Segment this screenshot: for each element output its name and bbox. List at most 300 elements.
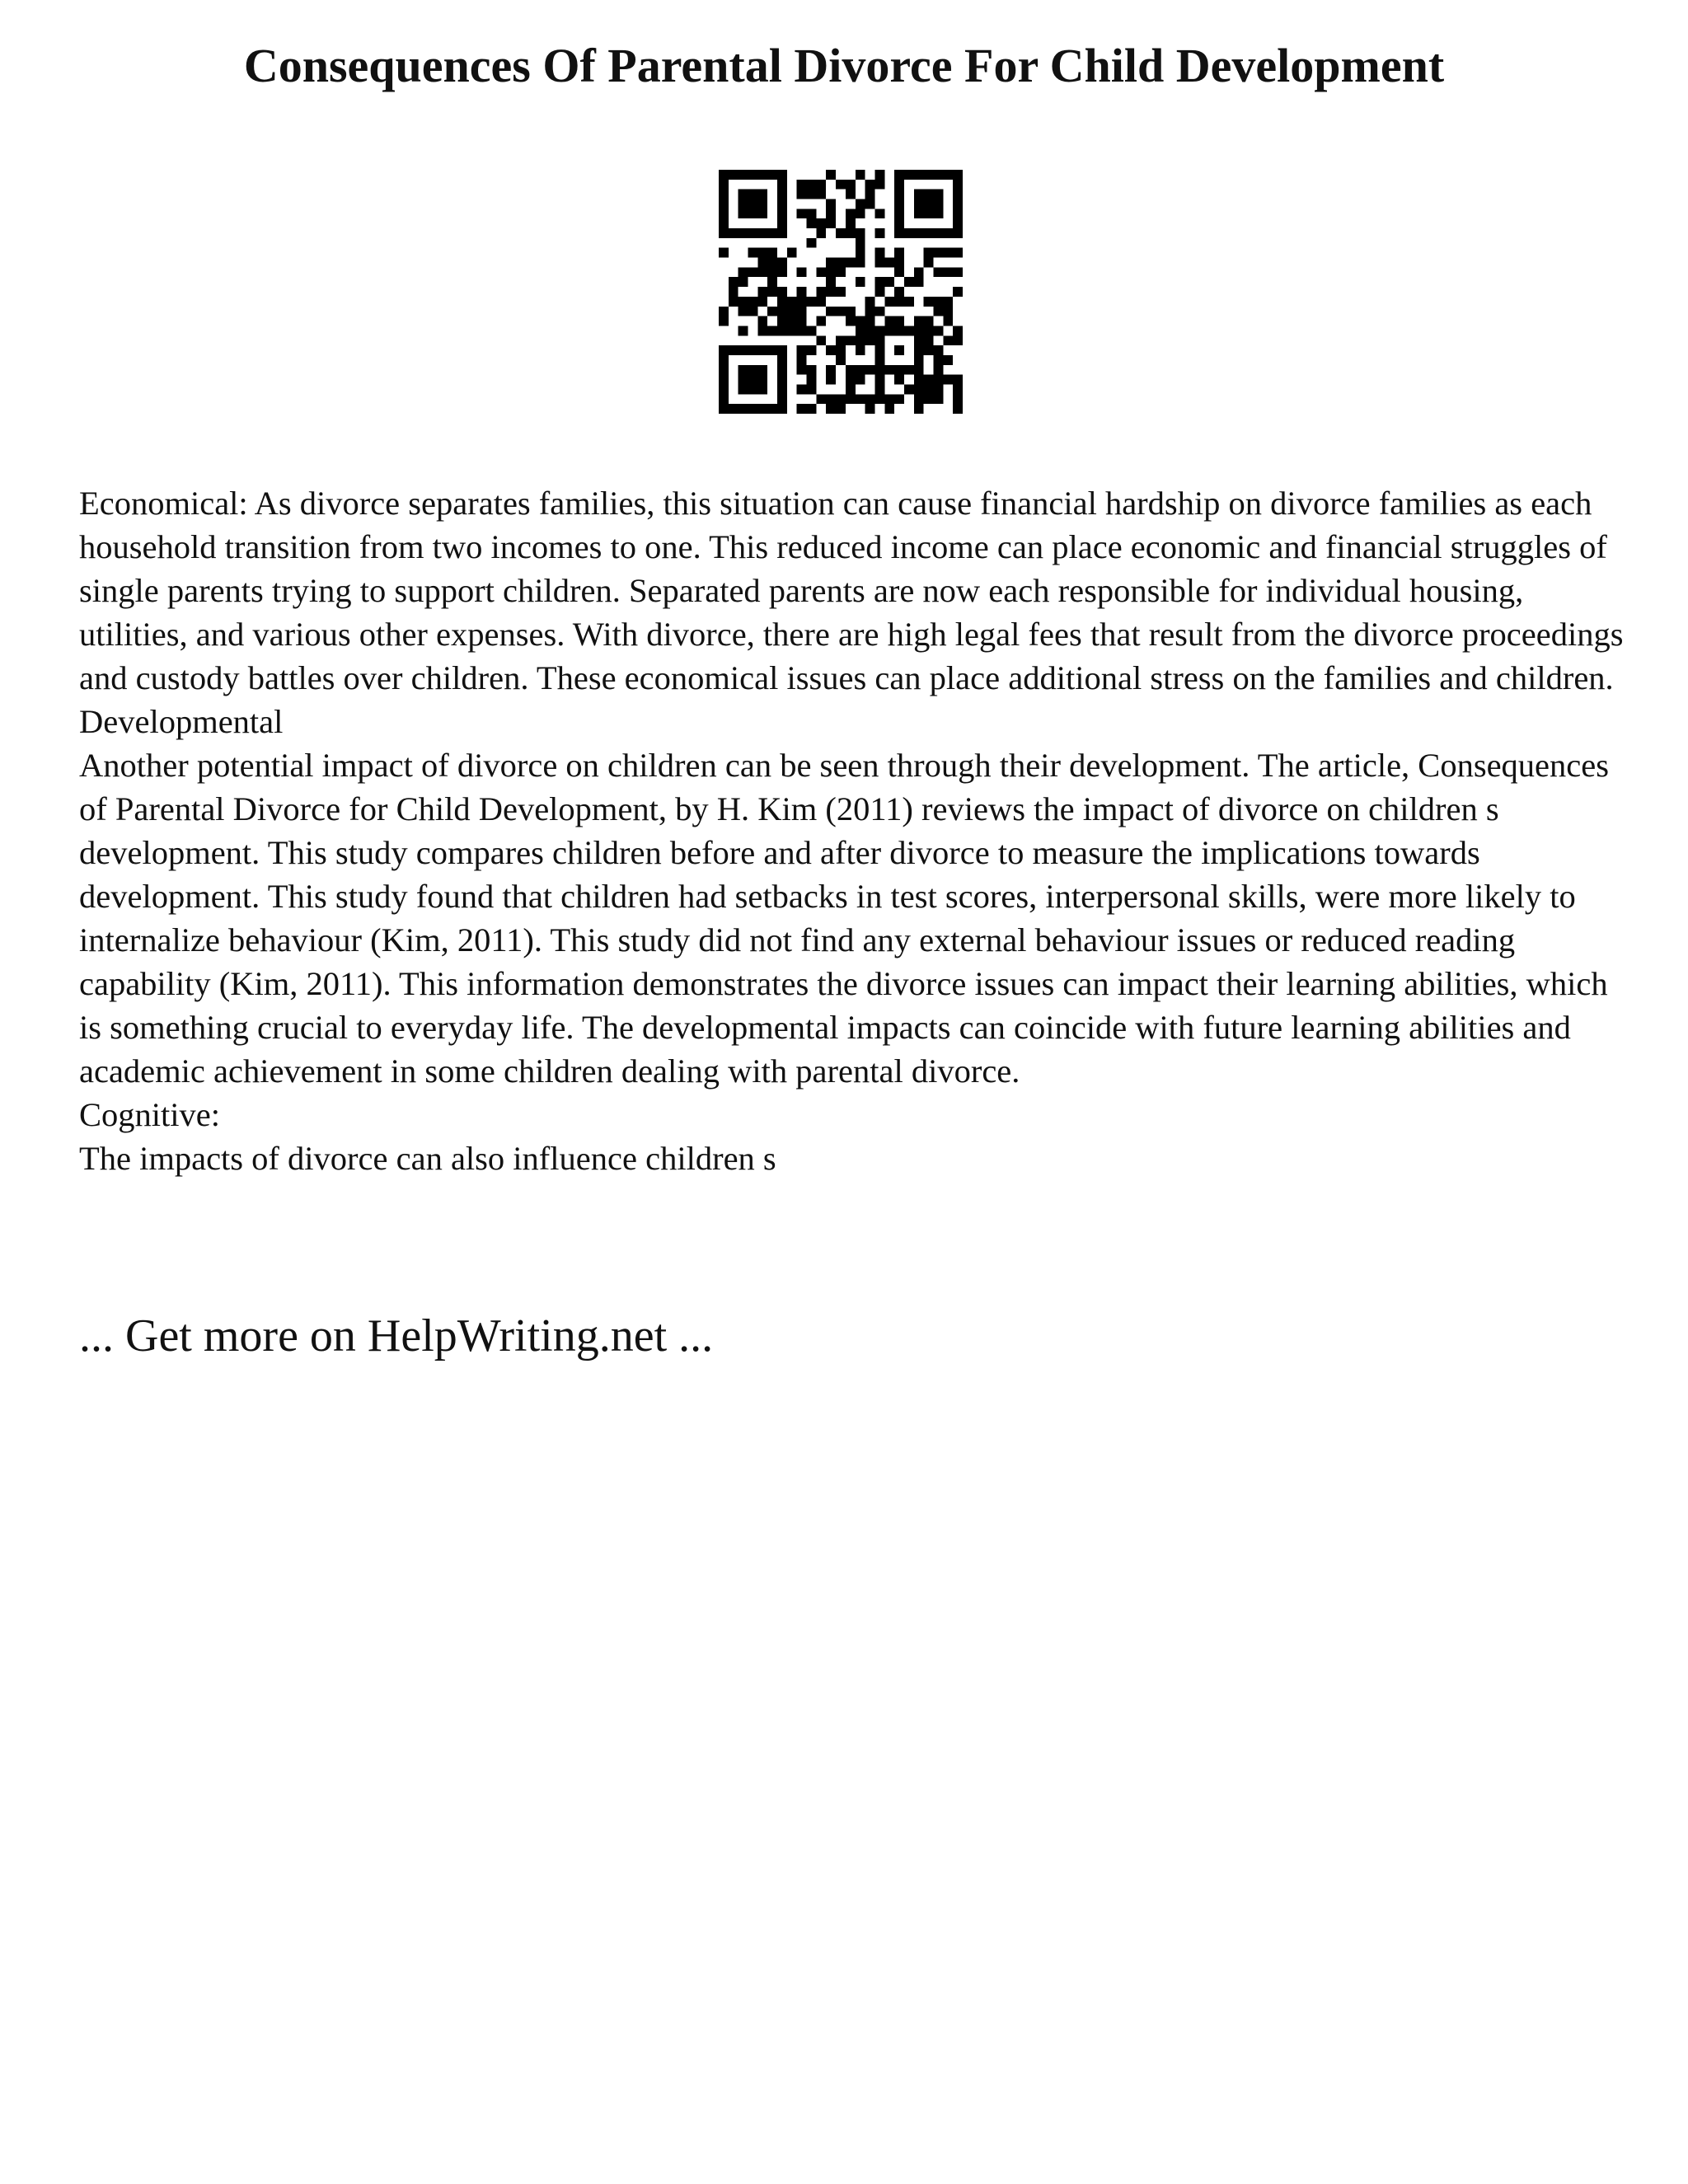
qr-module	[836, 228, 846, 238]
qr-module	[719, 190, 729, 199]
qr-module	[874, 365, 884, 375]
qr-module	[719, 384, 729, 394]
qr-module	[943, 307, 953, 316]
qr-module	[846, 180, 856, 190]
qr-module	[777, 228, 787, 238]
qr-module	[874, 180, 884, 190]
qr-module	[856, 199, 865, 209]
qr-module	[807, 404, 817, 414]
qr-module	[924, 375, 934, 385]
qr-module	[924, 258, 934, 268]
qr-module	[894, 199, 904, 209]
qr-module	[914, 404, 924, 414]
qr-module	[748, 228, 758, 238]
qr-module	[846, 316, 856, 326]
qr-module	[777, 365, 787, 375]
qr-module	[884, 277, 894, 287]
qr-module	[953, 394, 963, 404]
qr-module	[953, 209, 963, 218]
qr-module	[865, 326, 875, 335]
qr-module	[856, 326, 865, 335]
qr-module	[797, 355, 807, 365]
qr-module	[777, 384, 787, 394]
heading-developmental: Developmental	[79, 703, 284, 740]
qr-module	[797, 326, 807, 335]
qr-module	[719, 365, 729, 375]
qr-module	[914, 277, 924, 287]
qr-module	[865, 316, 875, 326]
qr-module	[933, 355, 943, 365]
qr-module	[719, 394, 729, 404]
qr-module	[953, 404, 963, 414]
qr-module	[914, 375, 924, 385]
qr-module	[914, 394, 924, 404]
qr-module	[729, 277, 738, 287]
qr-module	[748, 345, 758, 355]
qr-module	[777, 218, 787, 228]
qr-module	[836, 404, 846, 414]
qr-module	[865, 365, 875, 375]
qr-module	[748, 404, 758, 414]
qr-module	[738, 267, 748, 277]
qr-module	[924, 199, 934, 209]
qr-module	[807, 209, 817, 218]
qr-module	[797, 267, 807, 277]
qr-module	[933, 345, 943, 355]
qr-module	[757, 209, 767, 218]
qr-module	[757, 365, 767, 375]
qr-module	[767, 326, 777, 335]
qr-module	[797, 316, 807, 326]
qr-module	[826, 375, 836, 385]
qr-module	[719, 209, 729, 218]
qr-module	[953, 384, 963, 394]
qr-module	[836, 267, 846, 277]
qr-module	[846, 384, 856, 394]
qr-module	[816, 190, 826, 199]
qr-module	[924, 248, 934, 258]
qr-module	[846, 218, 856, 228]
qr-module	[738, 326, 748, 335]
qr-module	[719, 199, 729, 209]
qr-module	[777, 345, 787, 355]
qr-module	[826, 277, 836, 287]
qr-module	[816, 180, 826, 190]
qr-module	[953, 218, 963, 228]
qr-module	[767, 287, 777, 297]
qr-module	[757, 228, 767, 238]
qr-module	[807, 190, 817, 199]
qr-module	[874, 258, 884, 268]
qr-module	[924, 190, 934, 199]
qr-module	[836, 287, 846, 297]
qr-module	[933, 228, 943, 238]
qr-module	[943, 228, 953, 238]
qr-module	[933, 297, 943, 307]
qr-module	[767, 258, 777, 268]
qr-module	[894, 297, 904, 307]
qr-module	[738, 228, 748, 238]
qr-module	[874, 326, 884, 335]
qr-module	[836, 335, 846, 345]
qr-module	[757, 258, 767, 268]
qr-module	[904, 277, 914, 287]
qr-module	[933, 394, 943, 404]
qr-module	[826, 307, 836, 316]
qr-module	[914, 365, 924, 375]
qr-module	[757, 345, 767, 355]
qr-module	[953, 326, 963, 335]
qr-module	[856, 345, 865, 355]
qr-module	[777, 316, 787, 326]
qr-module	[748, 267, 758, 277]
qr-module	[846, 365, 856, 375]
qr-module	[904, 365, 914, 375]
qr-code-icon	[719, 170, 963, 414]
qr-module	[757, 267, 767, 277]
qr-module	[777, 199, 787, 209]
qr-module	[767, 307, 777, 316]
qr-module	[856, 170, 865, 180]
qr-module	[757, 316, 767, 326]
qr-module	[757, 248, 767, 258]
qr-module	[865, 190, 875, 199]
qr-module	[924, 297, 934, 307]
qr-module	[865, 394, 875, 404]
qr-module	[807, 218, 817, 228]
qr-module	[836, 355, 846, 365]
qr-module	[933, 365, 943, 375]
qr-module	[719, 218, 729, 228]
qr-module	[719, 228, 729, 238]
qr-module	[738, 365, 748, 375]
qr-module	[777, 267, 787, 277]
qr-module	[884, 365, 894, 375]
qr-module	[738, 384, 748, 394]
qr-module	[953, 335, 963, 345]
article-body	[79, 481, 1629, 1180]
qr-module	[748, 199, 758, 209]
qr-module	[894, 190, 904, 199]
qr-module	[874, 209, 884, 218]
qr-module	[884, 326, 894, 335]
qr-module	[826, 365, 836, 375]
qr-module	[924, 170, 934, 180]
qr-module	[894, 228, 904, 238]
paragraph-economical: Economical: As divorce separates families, this situation can cause financial hardship on divorce families as each household transition from two incomes to one. This reduced income can place economic and financial struggles of single parents trying to support children. Separated parents are now each responsible for individual housing, utilities, and various other expenses. With divorce, there are high legal fees that result from the divorce proceedings and custody battles over children. These economical issues can place additional stress on the families and children.	[79, 485, 1624, 696]
qr-module	[738, 404, 748, 414]
qr-module	[777, 326, 787, 335]
qr-module	[914, 384, 924, 394]
qr-module	[943, 355, 953, 365]
qr-module	[865, 297, 875, 307]
qr-module	[874, 248, 884, 258]
qr-module	[748, 248, 758, 258]
qr-module	[787, 248, 797, 258]
qr-module	[807, 345, 817, 355]
qr-module	[914, 326, 924, 335]
qr-module	[757, 170, 767, 180]
qr-module	[894, 375, 904, 385]
qr-module	[748, 375, 758, 385]
qr-module	[777, 170, 787, 180]
qr-module	[846, 375, 856, 385]
qr-module	[874, 277, 884, 287]
qr-module	[953, 170, 963, 180]
qr-module	[826, 404, 836, 414]
qr-module	[719, 355, 729, 365]
qr-module	[924, 394, 934, 404]
qr-module	[933, 384, 943, 394]
qr-module	[933, 267, 943, 277]
get-more-link[interactable]: ... Get more on HelpWriting.net ...	[79, 1310, 714, 1361]
qr-module	[767, 345, 777, 355]
qr-module	[729, 404, 738, 414]
qr-module	[894, 248, 904, 258]
qr-module	[836, 307, 846, 316]
qr-module	[797, 297, 807, 307]
qr-module	[797, 180, 807, 190]
qr-module	[826, 345, 836, 355]
qr-module	[807, 326, 817, 335]
qr-module	[874, 355, 884, 365]
qr-module	[943, 335, 953, 345]
qr-module	[894, 209, 904, 218]
qr-module	[924, 335, 934, 345]
qr-module	[719, 404, 729, 414]
qr-module	[914, 199, 924, 209]
qr-module	[787, 297, 797, 307]
qr-module	[777, 209, 787, 218]
qr-module	[846, 190, 856, 199]
qr-module	[846, 335, 856, 345]
qr-module	[904, 326, 914, 335]
qr-module	[836, 258, 846, 268]
qr-module	[729, 228, 738, 238]
qr-module	[816, 228, 826, 238]
qr-module	[836, 394, 846, 404]
qr-module	[757, 287, 767, 297]
qr-module	[846, 209, 856, 218]
qr-module	[748, 297, 758, 307]
qr-module	[856, 277, 865, 287]
qr-module	[856, 365, 865, 375]
qr-module	[807, 365, 817, 375]
qr-module	[865, 199, 875, 209]
qr-module	[748, 170, 758, 180]
qr-module	[826, 218, 836, 228]
qr-module	[757, 326, 767, 335]
qr-module	[846, 307, 856, 316]
qr-module	[767, 267, 777, 277]
qr-module	[738, 209, 748, 218]
qr-module	[933, 248, 943, 258]
qr-module	[816, 287, 826, 297]
qr-module	[816, 218, 826, 228]
qr-module	[933, 307, 943, 316]
qr-module	[807, 375, 817, 385]
qr-module	[719, 170, 729, 180]
qr-module	[924, 326, 934, 335]
qr-module	[816, 316, 826, 326]
qr-module	[933, 199, 943, 209]
qr-module	[797, 307, 807, 316]
qr-module	[943, 375, 953, 385]
qr-module	[894, 365, 904, 375]
qr-module	[738, 307, 748, 316]
qr-module	[729, 345, 738, 355]
qr-module	[719, 307, 729, 316]
qr-module	[914, 170, 924, 180]
qr-module	[933, 190, 943, 199]
qr-module	[865, 335, 875, 345]
qr-module	[953, 375, 963, 385]
qr-module	[797, 404, 807, 414]
qr-module	[884, 404, 894, 414]
qr-module	[953, 267, 963, 277]
qr-module	[777, 404, 787, 414]
qr-module	[924, 228, 934, 238]
qr-module	[826, 287, 836, 297]
qr-module	[874, 375, 884, 385]
qr-module	[874, 345, 884, 355]
qr-module	[933, 170, 943, 180]
qr-module	[816, 297, 826, 307]
qr-module	[738, 170, 748, 180]
qr-module	[914, 335, 924, 345]
qr-module	[797, 209, 807, 218]
qr-module	[797, 287, 807, 297]
qr-module	[767, 277, 777, 287]
qr-module	[953, 190, 963, 199]
qr-module	[894, 267, 904, 277]
qr-module	[807, 238, 817, 248]
qr-module	[894, 394, 904, 404]
qr-module	[874, 228, 884, 238]
qr-module	[933, 375, 943, 385]
qr-module	[914, 316, 924, 326]
qr-module	[894, 326, 904, 335]
qr-module	[953, 228, 963, 238]
qr-module	[807, 297, 817, 307]
qr-module	[943, 316, 953, 326]
qr-module	[777, 190, 787, 199]
qr-module	[924, 316, 934, 326]
qr-module	[884, 258, 894, 268]
qr-module	[757, 404, 767, 414]
qr-module	[767, 228, 777, 238]
qr-module	[874, 384, 884, 394]
qr-module	[874, 335, 884, 345]
qr-module	[943, 170, 953, 180]
qr-module	[904, 228, 914, 238]
qr-module	[757, 297, 767, 307]
qr-module	[757, 199, 767, 209]
qr-module	[856, 375, 865, 385]
qr-module	[914, 267, 924, 277]
qr-module	[777, 180, 787, 190]
qr-module	[884, 297, 894, 307]
qr-module	[904, 297, 914, 307]
qr-module	[953, 199, 963, 209]
qr-module	[874, 170, 884, 180]
qr-module	[914, 345, 924, 355]
qr-module	[787, 326, 797, 335]
qr-module	[797, 345, 807, 355]
qr-module	[856, 394, 865, 404]
qr-module	[924, 209, 934, 218]
qr-module	[729, 170, 738, 180]
qr-module	[884, 316, 894, 326]
qr-module	[719, 345, 729, 355]
qr-module	[904, 170, 914, 180]
qr-module	[904, 384, 914, 394]
qr-module	[836, 180, 846, 190]
qr-module	[874, 394, 884, 404]
qr-module	[836, 345, 846, 355]
qr-module	[874, 287, 884, 297]
qr-module	[856, 335, 865, 345]
paragraph-developmental: Another potential impact of divorce on children can be seen through their development. The article, Consequences of Parental Divorce for Child Development, by H. Kim (2011) reviews the impact of divorce on children s development. This study compares children before and after divorce to measure the implications towards development. This study found that children had setbacks in test scores, interpersonal skills, were more likely to internalize behaviour (Kim, 2011). This study did not find any external behaviour issues or reduced reading capability (Kim, 2011). This information demonstrates the divorce issues can impact their learning abilities, which is something crucial to everyday life. The developmental impacts can coincide with future learning abilities and academic achievement in some children dealing with parental divorce.	[79, 747, 1609, 1090]
qr-module	[874, 307, 884, 316]
qr-module	[826, 209, 836, 218]
qr-module	[757, 375, 767, 385]
qr-module	[894, 345, 904, 355]
qr-module	[894, 180, 904, 190]
qr-module	[894, 218, 904, 228]
qr-module	[719, 180, 729, 190]
qr-module	[826, 170, 836, 180]
qr-module	[924, 384, 934, 394]
qr-module	[797, 190, 807, 199]
qr-module	[738, 375, 748, 385]
qr-module	[933, 209, 943, 218]
qr-module	[757, 190, 767, 199]
qr-module	[943, 248, 953, 258]
qr-module	[777, 297, 787, 307]
qr-module	[924, 345, 934, 355]
qr-module	[914, 355, 924, 365]
qr-module	[719, 375, 729, 385]
qr-module	[719, 316, 729, 326]
qr-module	[953, 180, 963, 190]
qr-module	[953, 248, 963, 258]
qr-module	[767, 404, 777, 414]
qr-module	[748, 209, 758, 218]
qr-module	[894, 258, 904, 268]
qr-module	[894, 316, 904, 326]
qr-module	[729, 297, 738, 307]
qr-module	[865, 404, 875, 414]
qr-module	[914, 209, 924, 218]
qr-module	[757, 384, 767, 394]
qr-module	[884, 394, 894, 404]
qr-module	[777, 258, 787, 268]
qr-module	[894, 170, 904, 180]
qr-module	[865, 180, 875, 190]
qr-module	[856, 209, 865, 218]
qr-module	[846, 228, 856, 238]
qr-module	[846, 394, 856, 404]
qr-module	[933, 326, 943, 335]
qr-module	[816, 267, 826, 277]
qr-module	[856, 258, 865, 268]
qr-module	[807, 384, 817, 394]
qr-module	[797, 365, 807, 375]
qr-module	[856, 248, 865, 258]
qr-module	[738, 345, 748, 355]
qr-module	[826, 267, 836, 277]
